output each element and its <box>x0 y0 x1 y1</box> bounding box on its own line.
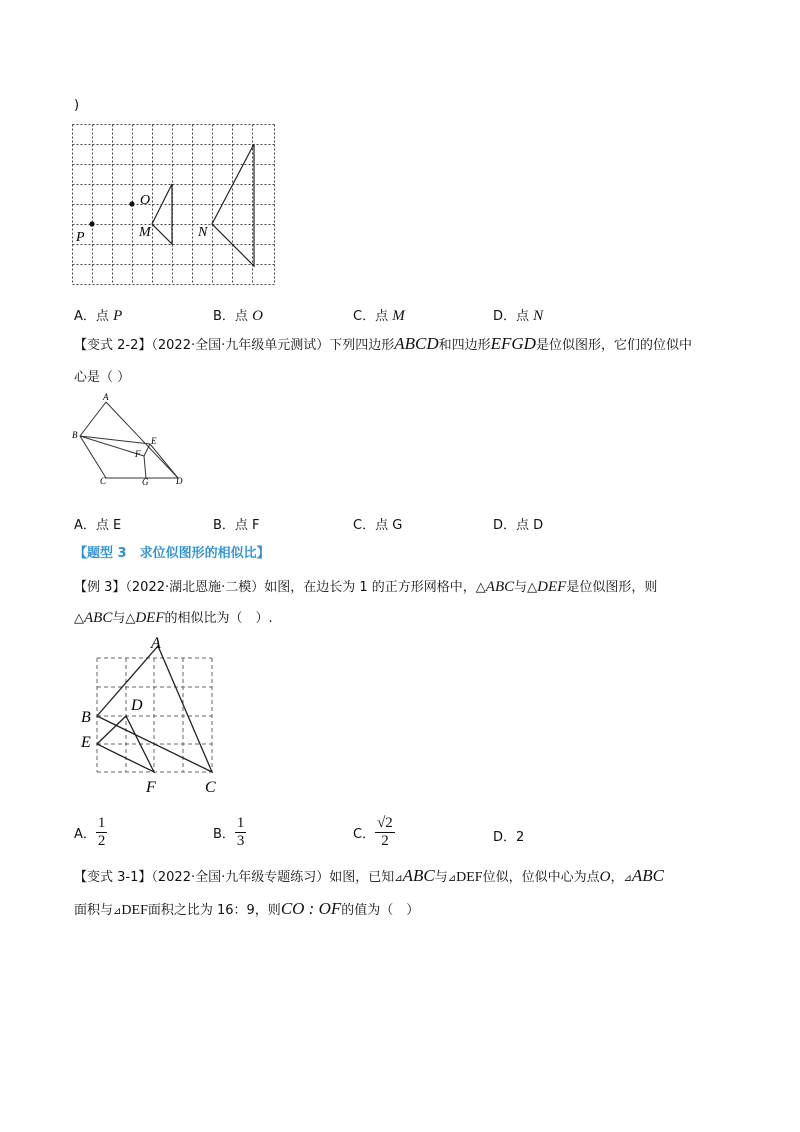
example-3-line1: 【例 3】（2022·湖北恩施·二模）如图，在边长为 1 的正方形网格中，△ABC与△DEF是位似图形，则 <box>74 579 658 595</box>
label-d: D <box>131 697 143 714</box>
dotted-grid <box>73 125 275 285</box>
option-d[interactable]: D．2 <box>493 830 525 845</box>
label-o: O <box>140 193 151 208</box>
fraction: $\frac{1}{2}$ <box>97 815 106 849</box>
previous-question-closing-paren: ) <box>74 98 80 113</box>
label-b: B <box>81 709 91 726</box>
label-g: G <box>142 477 149 487</box>
quad-abcd <box>80 402 178 478</box>
option-b[interactable]: B．点 F <box>213 518 260 533</box>
point-o-dot <box>129 201 134 206</box>
fraction-sqrt: $\frac{√2}{2}$ <box>377 815 393 849</box>
variant-3-1-line2: 面积与⊿DEF面积之比为 16：9，则CO : OF的值为（ ） <box>74 899 420 918</box>
label-n: N <box>198 225 208 240</box>
variant-tag: 【变式 3-1】 <box>74 870 152 885</box>
option-b[interactable]: B．点 O <box>213 308 263 324</box>
label-c: C <box>205 779 216 796</box>
small-triangle <box>152 184 172 244</box>
variant-3-1-line1: 【变式 3-1】（2022·全国·九年级专题练习）如图，已知⊿ABC与⊿DEF位似，位似中心为点O，⊿ABC <box>74 866 664 885</box>
quadrilateral-figure <box>70 392 190 488</box>
point-p-dot <box>89 221 94 226</box>
example-3-line2: △ABC与△DEF的相似比为（ ）. <box>74 610 273 626</box>
option-d[interactable]: D．点 N <box>493 308 544 324</box>
variant-2-2-line2: 心是（ ） <box>74 370 131 385</box>
label-b: B <box>72 430 78 440</box>
label-a: A <box>151 635 161 652</box>
option-d[interactable]: D．点 D <box>493 518 544 533</box>
option-c[interactable]: C．点 G <box>353 518 403 533</box>
fraction: $\frac{1}{3}$ <box>236 815 245 849</box>
label-d: D <box>176 476 183 486</box>
option-c[interactable]: C． $\frac{√2}{2}$ <box>353 815 393 849</box>
option-b[interactable]: B． $\frac{1}{3}$ <box>213 815 245 849</box>
label-f: F <box>146 779 156 796</box>
label-f: F <box>135 449 141 459</box>
label-p: P <box>76 230 85 245</box>
example-tag: 【例 3】 <box>74 580 126 595</box>
option-a[interactable]: A．点 E <box>74 518 122 533</box>
label-a: A <box>103 392 109 402</box>
variant-tag: 【变式 2-2】 <box>74 338 152 353</box>
section-heading-type-3: 【题型 3 求位似图形的相似比】 <box>74 546 270 561</box>
option-c[interactable]: C．点 M <box>353 308 405 324</box>
label-m: M <box>139 225 151 240</box>
label-c: C <box>100 476 107 486</box>
label-e: E <box>151 436 157 446</box>
label-e: E <box>81 734 91 751</box>
variant-2-2-line1: 【变式 2-2】（2022·全国·九年级单元测试）下列四边形ABCD和四边形EFGD是位似图形，它们的位似中 <box>74 334 692 353</box>
dashed-grid <box>97 658 212 772</box>
triangles-grid-figure <box>78 632 228 800</box>
option-a[interactable]: A． $\frac{1}{2}$ <box>74 815 106 849</box>
grid-figure-pomn <box>72 124 278 286</box>
option-a[interactable]: A．点 P <box>74 308 123 324</box>
